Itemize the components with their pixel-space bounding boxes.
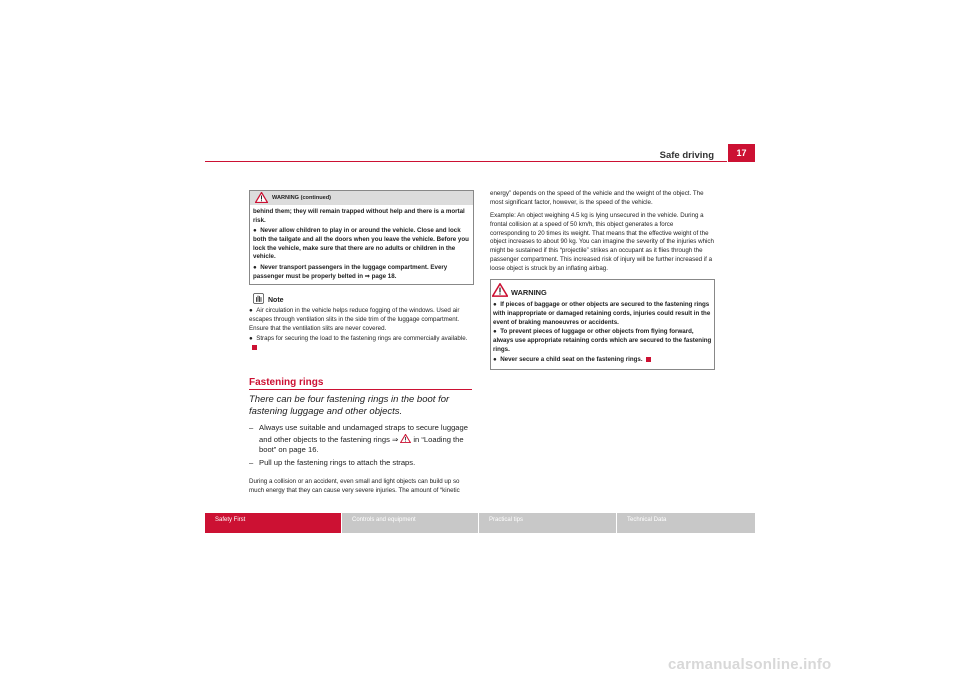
section-title: Fastening rings [249, 377, 324, 388]
header-rule [205, 161, 727, 162]
warning-bullet-text: To prevent pieces of luggage or other objects from flying forward, always use appropriate retaining cords which are secured to the fastening rings. [493, 328, 712, 353]
note-item [249, 335, 475, 353]
end-marker-icon [252, 345, 257, 350]
footer-tab-safety-first[interactable]: Safety First [205, 513, 341, 533]
warning-bullet-text: Never transport passengers in the luggage compartment. Every passenger must be properly belted in ⇒ page 18. [253, 264, 448, 280]
bullet-icon: ● [253, 227, 261, 234]
note-item [249, 307, 475, 333]
section-rule [249, 389, 472, 390]
warning-bullet [253, 227, 471, 262]
warning-bullet-text: Never secure a child seat on the fastening rings. [500, 356, 643, 363]
note-hand-icon [253, 293, 264, 304]
instruction-step [249, 458, 475, 469]
bullet-icon: ● [249, 307, 257, 314]
note-label: Note [268, 297, 284, 304]
warning-triangle-icon [255, 192, 268, 203]
warning-triangle-icon [492, 283, 508, 297]
section-subtitle: There can be four fastening rings in the boot for fastening luggage and other objects. [249, 394, 450, 417]
note-item-text: Straps for securing the load to the fastening rings are commercially available. [256, 335, 468, 342]
warning-bullet [253, 264, 471, 282]
warning-bullet-text: Never allow children to play in or around the vehicle. Close and lock both the tailgate and all the doors when you leave the vehicle. Before you lock the vehicle, make sure that there are no adults or children in the vehicle. [253, 227, 469, 261]
step-text: Always use suitable and undamaged straps to secure luggage and other objects to the fastening rings ⇒ [259, 423, 468, 444]
warning-label: WARNING [511, 288, 547, 297]
body-paragraph: energy” depends on the speed of the vehicle and the weight of the object. The most significant factor, however, is the speed of the vehicle. [490, 190, 704, 206]
warning-bullet [493, 356, 713, 365]
step-dash: – [249, 423, 254, 432]
instruction-step [249, 423, 475, 456]
body-paragraph: Example: An object weighing 4.5 kg is lying unsecured in the vehicle. During a frontal collision at a speed of 50 km/h, this object generates a force corresponding to 20 times its weight. That means that the effective weight of the object increases to about 90 kg. You can imagine the severity of the injuries which might be sustained if this “projectile” strikes an occupant as it flies through the passenger compartment. This increased risk of injury will be further increased if a loose object is struck by an inflating airbag. [490, 212, 714, 272]
warning-bullet [493, 301, 713, 327]
footer-tab-controls-and-equipment[interactable]: Controls and equipment [342, 513, 478, 533]
footer-tab-practical-tips[interactable]: Practical tips [479, 513, 616, 533]
warning-continued-label: WARNING (continued) [272, 195, 332, 201]
note-item-text: Air circulation in the vehicle helps reduce fogging of the windows. Used air escapes through ventilation slits in the side trim of the luggage compartment. Ensure that the ventilation slits are never covered. [249, 307, 460, 332]
footer-tab-technical-data[interactable]: Technical Data [617, 513, 755, 533]
warning-text-line: behind them; they will remain trapped without help and there is a mortal risk. [253, 208, 465, 224]
step-dash: – [249, 458, 254, 467]
body-paragraph: During a collision or an accident, even small and light objects can build up so much energy that they can cause very severe injuries. The amount of “kinetic [249, 478, 460, 494]
page-number: 17 [728, 144, 755, 162]
bullet-icon: ● [493, 301, 501, 308]
bullet-icon: ● [493, 356, 501, 363]
warning-bullet-text: If pieces of baggage or other objects are secured to the fastening rings with inappropriate or damaged retaining cords, injuries could result in the event of braking manoeuvres or accidents. [493, 301, 711, 326]
watermark: carmanualsonline.info [668, 656, 832, 673]
warning-bullet [493, 328, 713, 354]
step-text: Pull up the fastening rings to attach the straps. [259, 458, 416, 467]
step-text-link: in “Loading the boot” on page 16. [259, 434, 464, 455]
bullet-icon: ● [249, 335, 257, 342]
warning-triangle-icon [400, 434, 411, 443]
page-header-title: Safe driving [659, 150, 714, 161]
end-marker-icon [646, 357, 651, 362]
bullet-icon: ● [253, 264, 261, 271]
bullet-icon: ● [493, 328, 501, 335]
